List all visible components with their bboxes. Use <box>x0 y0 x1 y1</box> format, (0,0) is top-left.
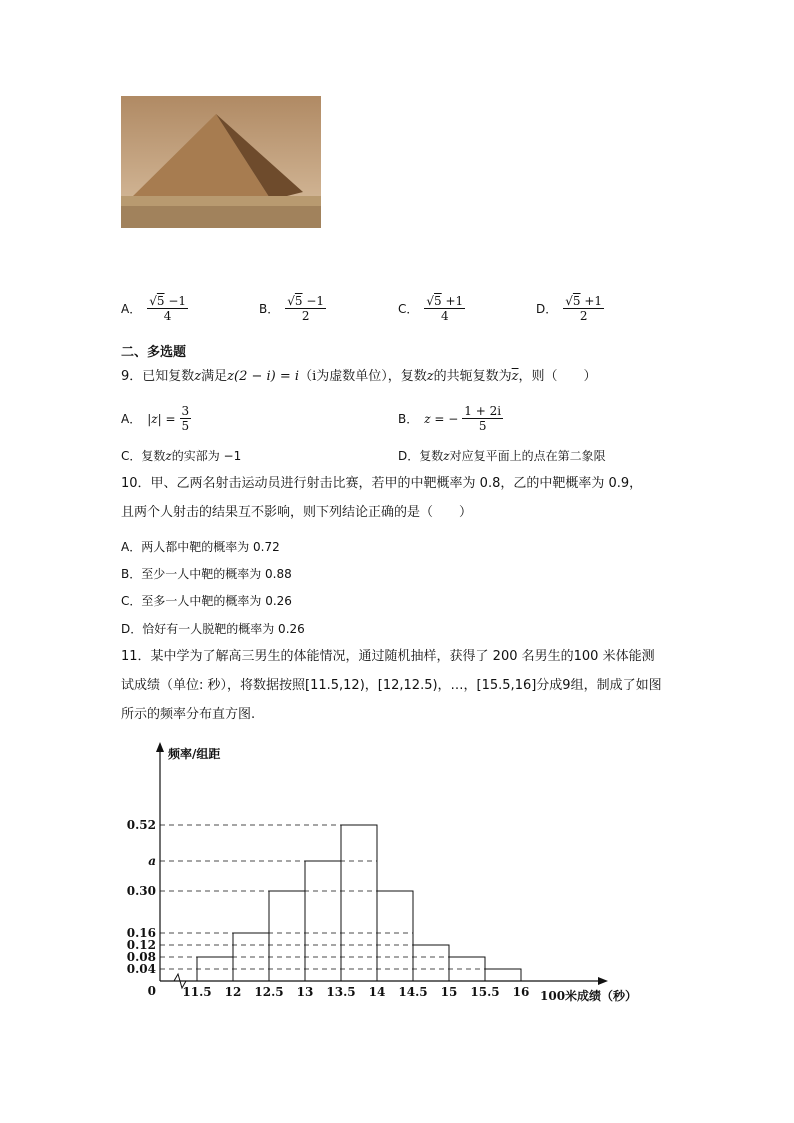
section-title: 二、多选题 <box>121 345 187 360</box>
q11-line-2: 试成绩（单位: 秒），将数据按照[11.5,12)，[12,12.5)，…，[15.5,16]分成9组，制成了如图 <box>121 678 662 693</box>
q9-option-d[interactable]: D．复数z对应复平面上的点在第二象限 <box>398 449 606 463</box>
fraction: $\frac{√5 +1}{4}$ <box>426 294 464 323</box>
y-tick-label: 0.30 <box>126 884 156 898</box>
q9-option-b[interactable]: B． z = − $\frac{1 + 2i}{5}$ <box>398 404 502 433</box>
q10-line-2: 且两个人射击的结果互不影响，则下列结论正确的是（ ） <box>121 505 473 520</box>
q10-option-d[interactable]: D．恰好有一人脱靶的概率为 0.26 <box>121 622 305 636</box>
y-axis-arrow <box>156 742 164 752</box>
q10-option-b[interactable]: B．至少一人中靶的概率为 0.88 <box>121 567 292 581</box>
q8-option-c[interactable]: C． $\frac{√5 +1}{4}$ <box>398 294 464 323</box>
histogram-bar <box>269 891 305 981</box>
x-tick-label: 15 <box>440 985 458 999</box>
y-tick-label: 0.12 <box>126 938 156 952</box>
histogram-bar <box>341 825 377 981</box>
q11-line-1: 11．某中学为了解高三男生的体能情况，通过随机抽样，获得了 200 名男生的100 米体能测 <box>121 649 655 664</box>
q8-option-b[interactable]: B． $\frac{√5 -1}{2}$ <box>259 294 325 323</box>
q8-option-d[interactable]: D． $\frac{√5 +1}{2}$ <box>536 294 603 323</box>
y-tick-label: 0.08 <box>126 950 156 964</box>
fraction: $\frac{√5 -1}{4}$ <box>149 294 187 323</box>
y-axis-label: 频率/组距 <box>168 747 221 761</box>
histogram-bar <box>485 969 521 981</box>
x-tick-label: 12 <box>224 985 242 999</box>
histogram-bar <box>305 861 341 981</box>
origin-label: 0 <box>147 984 156 998</box>
y-tick-label: 0.04 <box>126 962 156 976</box>
fraction: $\frac{√5 +1}{2}$ <box>565 294 603 323</box>
histogram-bar <box>413 945 449 981</box>
x-tick-label: 13 <box>296 985 314 999</box>
x-tick-label: 15.5 <box>470 985 500 999</box>
x-axis-arrow <box>598 977 608 985</box>
x-tick-label: 12.5 <box>254 985 284 999</box>
q11-line-3: 所示的频率分布直方图. <box>121 707 256 722</box>
q9-stem: 9．已知复数z满足z(2 − i) = i（i为虚数单位），复数z的共轭复数为$\overline{z}$，则（ ） <box>121 369 597 384</box>
q9-option-c[interactable]: C．复数z的实部为 −1 <box>121 449 242 463</box>
x-axis-label: 100米成绩（秒） <box>540 989 638 1003</box>
pyramid-photo <box>121 96 321 228</box>
q10-option-c[interactable]: C．至多一人中靶的概率为 0.26 <box>121 594 292 608</box>
x-tick-label: 14 <box>368 985 386 999</box>
x-tick-label: 14.5 <box>398 985 428 999</box>
histogram-bar <box>377 891 413 981</box>
histogram <box>120 738 680 1012</box>
y-tick-label: 0.16 <box>126 926 156 940</box>
q8-option-a[interactable]: A． $\frac{√5 -1}{4}$ <box>121 294 187 323</box>
x-tick-label: 13.5 <box>326 985 356 999</box>
fraction: $\frac{√5 -1}{2}$ <box>287 294 325 323</box>
histogram-svg <box>120 738 680 1008</box>
q10-option-a[interactable]: A．两人都中靶的概率为 0.72 <box>121 540 280 554</box>
q9-option-a[interactable]: A． |z| = $\frac{3}{5}$ <box>121 404 190 433</box>
y-tick-label: 0.52 <box>126 818 156 832</box>
y-tick-label: a <box>148 854 156 868</box>
x-tick-label: 16 <box>512 985 530 999</box>
x-tick-label: 11.5 <box>182 985 212 999</box>
q10-line-1: 10．甲、乙两名射击运动员进行射击比赛，若甲的中靶概率为 0.8，乙的中靶概率为 0.9， <box>121 476 643 491</box>
